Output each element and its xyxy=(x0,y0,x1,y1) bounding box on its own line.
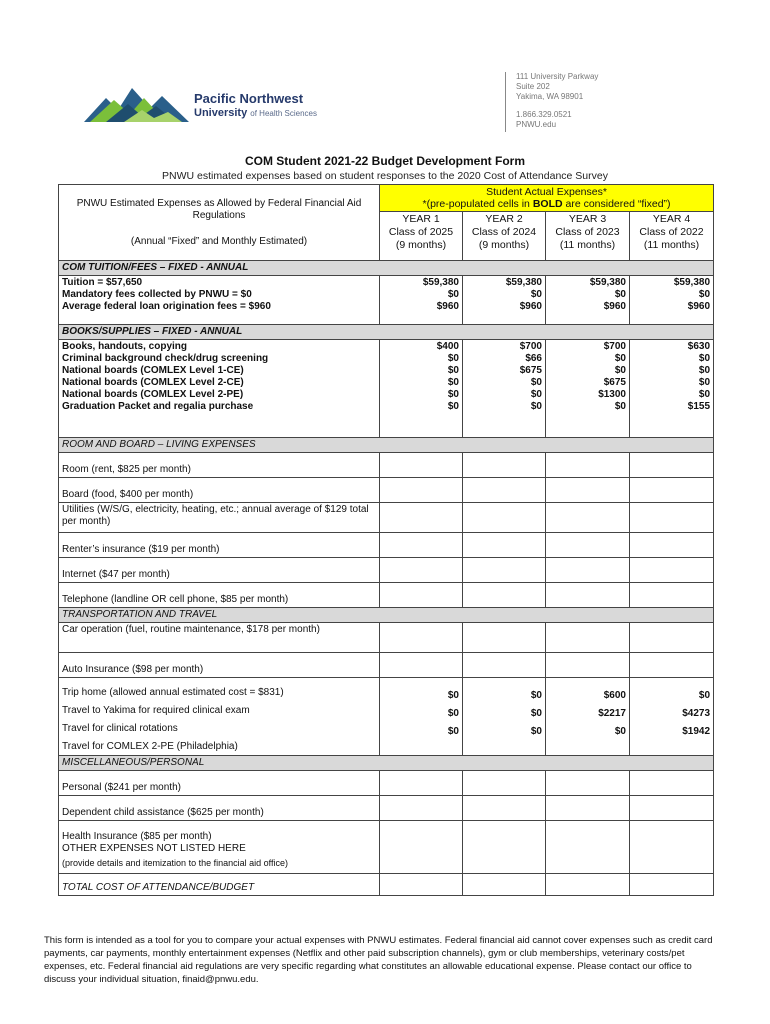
travel-year4[interactable]: $0 $4273 $1942 xyxy=(630,678,714,756)
input-cell[interactable] xyxy=(630,583,714,608)
input-cell[interactable] xyxy=(630,623,714,653)
input-cell[interactable] xyxy=(630,653,714,678)
address-city: Yakima, WA 98901 xyxy=(516,92,584,101)
input-cell[interactable] xyxy=(463,533,546,558)
input-cell[interactable] xyxy=(546,653,630,678)
input-cell[interactable] xyxy=(380,771,463,796)
car-operation-label: Car operation (fuel, routine maintenance, $178 per month) xyxy=(59,623,380,653)
input-cell[interactable] xyxy=(630,771,714,796)
tuition-labels: Tuition = $57,650 Mandatory fees collected by PNWU = $0 Average federal loan origination fees = $960 xyxy=(59,276,380,325)
books-year1[interactable]: $400 $0 $0 $0 $0 $0 xyxy=(380,340,463,438)
tuition-year4[interactable]: $59,380 $0 $960 xyxy=(630,276,714,325)
actual-expenses-header xyxy=(380,185,714,212)
mountain-logo-icon xyxy=(84,84,189,124)
input-cell[interactable] xyxy=(463,583,546,608)
input-cell[interactable] xyxy=(546,771,630,796)
tuition-year2[interactable]: $59,380 $0 $960 xyxy=(463,276,546,325)
travel-comlex-label: Travel for COMLEX 2-PE (Philadelphia) xyxy=(62,741,238,752)
total-label: TOTAL COST OF ATTENDANCE/BUDGET xyxy=(59,874,380,896)
input-cell[interactable] xyxy=(463,771,546,796)
section-transport: TRANSPORTATION AND TRAVEL xyxy=(59,608,714,623)
input-cell[interactable] xyxy=(630,503,714,533)
input-cell[interactable] xyxy=(546,796,630,821)
header-left xyxy=(59,185,380,261)
address-website: PNWU.edu xyxy=(516,120,557,129)
section-misc: MISCELLANEOUS/PERSONAL xyxy=(59,756,714,771)
tuition-year3[interactable]: $59,380 $0 $960 xyxy=(546,276,630,325)
input-cell[interactable] xyxy=(380,558,463,583)
books-year4[interactable]: $630 $0 $0 $0 $0 $155 xyxy=(630,340,714,438)
input-cell[interactable] xyxy=(463,478,546,503)
footer-note: This form is intended as a tool for you to compare your actual expenses with PNWU estimates. Federal financial aid cannot cover expenses such as credit card payments, car payments, monthly entertainment expenses (Netflix and other paid subscription channels), gym or club memberships, veterinary costs/pet expenses, etc. Federal financial aid regulations are very specific regarding what constitutes an allowable educational expense. Please contact our office to discuss your individual situation, finaid@pnwu.edu. xyxy=(44,935,713,985)
page-title: COM Student 2021-22 Budget Development Form xyxy=(244,154,526,168)
input-cell[interactable] xyxy=(630,453,714,478)
input-cell[interactable] xyxy=(630,558,714,583)
input-cell[interactable] xyxy=(463,503,546,533)
room-rent-label: Room (rent, $825 per month) xyxy=(59,453,380,478)
input-cell[interactable] xyxy=(546,821,630,874)
personal-label: Personal ($241 per month) xyxy=(59,771,380,796)
section-books: BOOKS/SUPPLIES – FIXED - ANNUAL xyxy=(59,325,714,340)
input-cell[interactable] xyxy=(463,796,546,821)
child-assistance-label: Dependent child assistance ($625 per month) xyxy=(59,796,380,821)
travel-yakima-label: Travel to Yakima for required clinical exam xyxy=(62,705,250,716)
year-header: YEAR 1 Class of 2025 (9 months) xyxy=(380,212,463,261)
input-cell[interactable] xyxy=(546,503,630,533)
input-cell[interactable] xyxy=(380,533,463,558)
total-year1[interactable] xyxy=(380,874,463,896)
input-cell[interactable] xyxy=(380,623,463,653)
input-cell[interactable] xyxy=(380,653,463,678)
year-header: YEAR 4 Class of 2022 (11 months) xyxy=(630,212,714,261)
actual-expenses-note: *(pre-populated cells in BOLD are considered “fixed”) xyxy=(422,198,671,210)
board-label: Board (food, $400 per month) xyxy=(59,478,380,503)
section-room: ROOM AND BOARD – LIVING EXPENSES xyxy=(59,438,714,453)
utilities-label: Utilities (W/S/G, electricity, heating, etc.; annual average of $129 total per month) xyxy=(59,503,380,533)
other-expenses-labels xyxy=(59,821,380,874)
input-cell[interactable] xyxy=(463,821,546,874)
budget-table xyxy=(58,184,714,896)
page-subtitle: PNWU estimated expenses based on student responses to the 2020 Cost of Attendance Survey xyxy=(162,170,608,182)
telephone-label: Telephone (landline OR cell phone, $85 per month) xyxy=(59,583,380,608)
pnwu-logo xyxy=(84,84,344,124)
address-phone: 1.866.329.0521 xyxy=(516,110,572,119)
input-cell[interactable] xyxy=(380,503,463,533)
input-cell[interactable] xyxy=(463,653,546,678)
logo-line1: Pacific Northwest xyxy=(194,91,304,106)
year-header: YEAR 3 Class of 2023 (11 months) xyxy=(546,212,630,261)
input-cell[interactable] xyxy=(630,796,714,821)
year-header: YEAR 2 Class of 2024 (9 months) xyxy=(463,212,546,261)
input-cell[interactable] xyxy=(463,558,546,583)
total-year3[interactable] xyxy=(546,874,630,896)
travel-labels xyxy=(59,678,380,756)
input-cell[interactable] xyxy=(546,558,630,583)
input-cell[interactable] xyxy=(380,821,463,874)
input-cell[interactable] xyxy=(380,478,463,503)
address-suite: Suite 202 xyxy=(516,82,550,91)
logo-line2: University of Health Sciences xyxy=(194,107,317,119)
input-cell[interactable] xyxy=(380,453,463,478)
travel-rotations-label: Travel for clinical rotations xyxy=(62,723,178,734)
tuition-year1[interactable]: $59,380 $0 $960 xyxy=(380,276,463,325)
books-year2[interactable]: $700 $66 $675 $0 $0 $0 xyxy=(463,340,546,438)
input-cell[interactable] xyxy=(546,478,630,503)
input-cell[interactable] xyxy=(463,453,546,478)
input-cell[interactable] xyxy=(630,533,714,558)
section-tuition: COM TUITION/FEES – FIXED - ANNUAL xyxy=(59,261,714,276)
travel-year3[interactable]: $600 $2217 $0 xyxy=(546,678,630,756)
books-labels: Books, handouts, copying Criminal background check/drug screening National boards (COMLEX Level 1-CE) National boards (COMLEX Level 2-CE) National boards (COMLEX Level 2-PE) Graduation Packet and regalia purchase xyxy=(59,340,380,438)
total-year4[interactable] xyxy=(630,874,714,896)
input-cell[interactable] xyxy=(630,821,714,874)
other-expenses-note: (provide details and itemization to the financial aid office) xyxy=(62,858,288,868)
input-cell[interactable] xyxy=(546,583,630,608)
travel-year1[interactable]: $0 $0 $0 xyxy=(380,678,463,756)
input-cell[interactable] xyxy=(546,453,630,478)
input-cell[interactable] xyxy=(380,796,463,821)
input-cell[interactable] xyxy=(546,533,630,558)
trip-home-label: Trip home (allowed annual estimated cost = $831) xyxy=(62,687,284,698)
address-block xyxy=(505,72,598,132)
header-left-line1: PNWU Estimated Expenses as Allowed by Federal Financial Aid Regulations xyxy=(76,197,362,221)
input-cell[interactable] xyxy=(463,623,546,653)
renters-insurance-label: Renter’s insurance ($19 per month) xyxy=(59,533,380,558)
input-cell[interactable] xyxy=(630,478,714,503)
internet-label: Internet ($47 per month) xyxy=(59,558,380,583)
travel-year2[interactable]: $0 $0 $0 xyxy=(463,678,546,756)
other-expenses-label: OTHER EXPENSES NOT LISTED HERE xyxy=(62,843,246,854)
auto-insurance-label: Auto Insurance ($98 per month) xyxy=(59,653,380,678)
total-year2[interactable] xyxy=(463,874,546,896)
input-cell[interactable] xyxy=(546,623,630,653)
address-street: 111 University Parkway xyxy=(516,72,599,81)
health-insurance-label: Health Insurance ($85 per month) xyxy=(62,831,212,842)
actual-expenses-title: Student Actual Expenses* xyxy=(486,186,607,198)
books-year3[interactable]: $700 $0 $0 $675 $1300 $0 xyxy=(546,340,630,438)
input-cell[interactable] xyxy=(380,583,463,608)
header-left-line2: (Annual “Fixed” and Monthly Estimated) xyxy=(130,235,308,247)
